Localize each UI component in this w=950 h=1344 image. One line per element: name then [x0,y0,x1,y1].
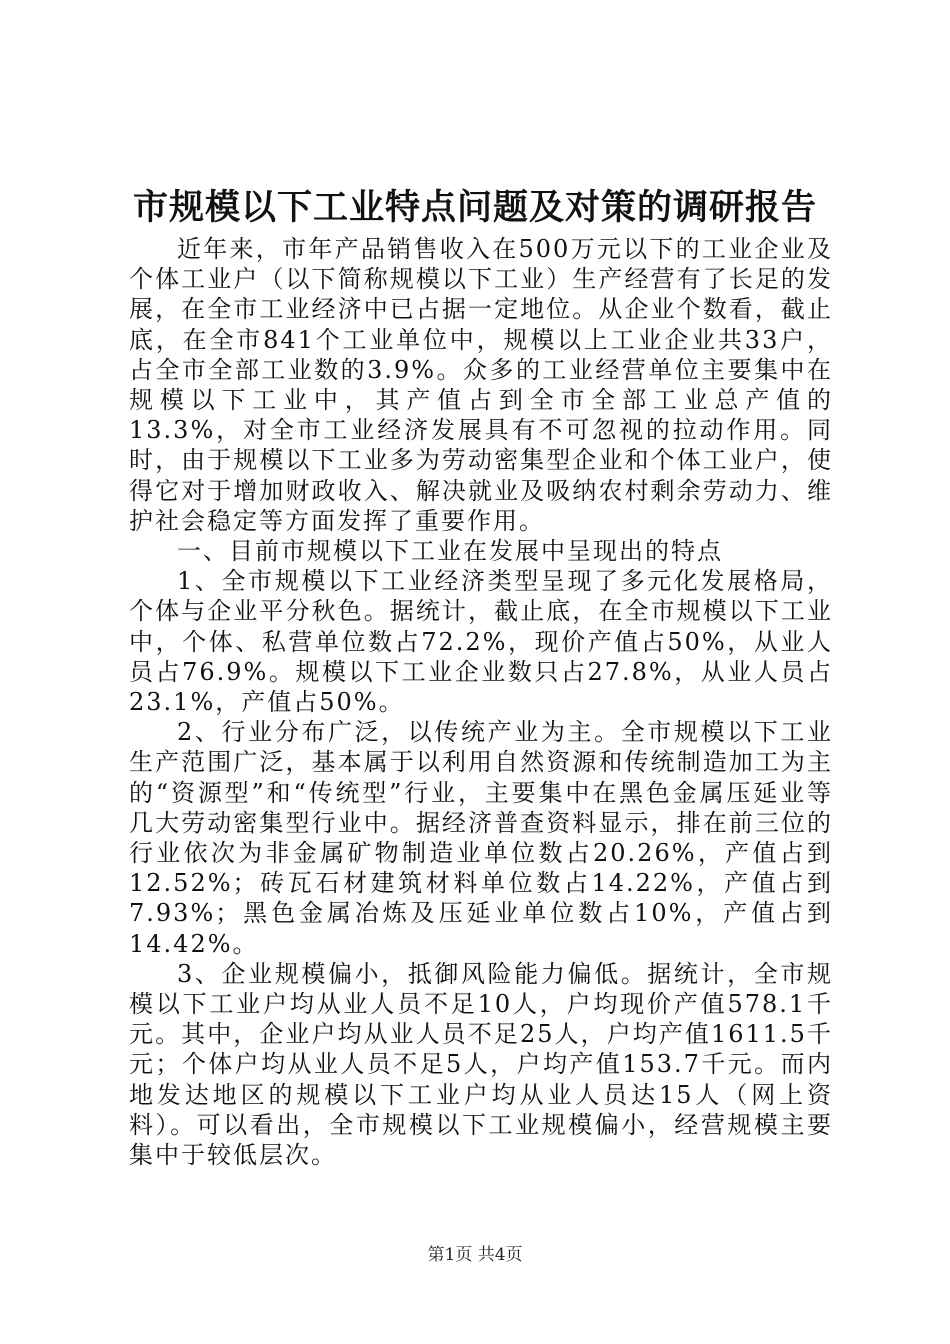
paragraph-intro: 近年来，市年产品销售收入在500万元以下的工业企业及个体工业户（以下简称规模以下工业）生产经营有了长足的发展，在全市工业经济中已占据一定地位。从企业个数看，截止底，在全市841个工业单位中，规模以上工业企业共33户，占全市全部工业数的3.9%。众多的工业经营单位主要集中在规模以下工业中，其产值占到全市全部工业总产值的13.3%，对全市工业经济发展具有不可忽视的拉动作用。同时，由于规模以下工业多为劳动密集型企业和个体工业户，使得它对于增加财政收入、解决就业及吸纳农村剩余劳动力、维护社会稳定等方面发挥了重要作用。 [129,235,833,535]
page-number-footer: 第1页 共4页 [427,1245,523,1265]
paragraph-point-3: 3、企业规模偏小，抵御风险能力偏低。据统计，全市规模以下工业户均从业人员不足10人，户均现价产值578.1千元。其中，企业户均从业人员不足25人，户均产值1611.5千元；个体户均从业人员不足5人，户均产值153.7千元。而内地发达地区的规模以下工业户均从业人员达15人（网上资料）。可以看出，全市规模以下工业规模偏小，经营规模主要集中于较低层次。 [129,959,833,1170]
document-title: 市规模以下工业特点问题及对策的调研报告 [132,188,817,228]
paragraph-point-2: 2、行业分布广泛，以传统产业为主。全市规模以下工业生产范围广泛，基本属于以利用自然资源和传统制造加工为主的“资源型”和“传统型”行业，主要集中在黑色金属压延业等几大劳动密集型行业中。据经济普查资料显示，排在前三位的行业依次为非金属矿物制造业单位数占20.26%，产值占到12.52%；砖瓦石材建筑材料单位数占14.22%，产值占到7.93%；黑色金属冶炼及压延业单位数占10%，产值占到14.42%。 [129,718,833,958]
section-heading-1: 一、目前市规模以下工业在发展中呈现出的特点 [177,537,723,566]
document-body [129,234,833,1170]
paragraph-point-1: 1、全市规模以下工业经济类型呈现了多元化发展格局，个体与企业平分秋色。据统计，截止底，在全市规模以下工业中，个体、私营单位数占72.2%，现价产值占50%，从业人员占76.9%。规模以下工业企业数只占27.8%，从业人员占23.1%，产值占50%。 [129,567,833,717]
